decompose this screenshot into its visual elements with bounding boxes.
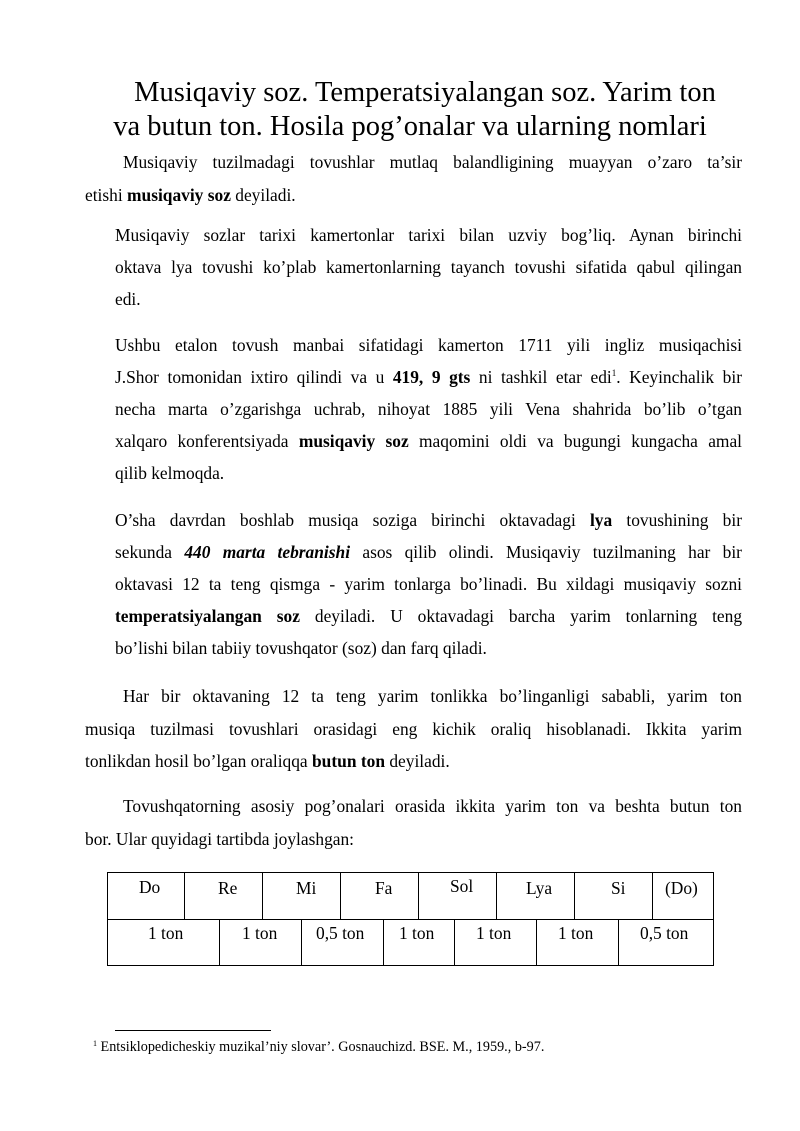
term-temperatsiyalangan-soz: temperatsiyalangan soz: [115, 606, 300, 626]
note-divider: [418, 872, 419, 919]
paragraph-kamerton-history: [115, 219, 742, 315]
step-divider: [536, 919, 537, 966]
note-divider: [496, 872, 497, 919]
para3-line3: necha marta o’zgarishga uchrab, nihoyat 1885 yili Vena shahrida bo’lib o’tgan: [115, 399, 742, 419]
term-butun-ton: butun ton: [312, 751, 386, 771]
para6-line2: bor. Ular quyidagi tartibda joylashgan:: [85, 828, 355, 849]
term-lya: lya: [589, 510, 613, 530]
term-440-vibrations: 440 marta tebranishi: [184, 542, 351, 562]
note-cell: Do: [139, 877, 161, 897]
title-line-2: va butun ton. Hosila pog’onalar va ularning nomlari: [113, 111, 707, 142]
step-divider: [618, 919, 619, 966]
para5-line1: Har bir oktavaning 12 ta teng yarim tonlikka bo’linganligi sababli, yarim ton: [123, 686, 742, 706]
paragraph-semitone: [85, 680, 742, 778]
step-cell: 1 ton: [148, 923, 184, 943]
note-divider: [574, 872, 575, 919]
para3-line2: J.Shor tomonidan ixtiro qilindi va u 419, 9 gts ni tashkil etar edi$^1$. Keyinchalik bir: [115, 367, 742, 387]
step-cell: 1 ton: [242, 923, 278, 943]
note-cell: (Do): [665, 878, 698, 898]
footnote-text: Entsiklopedicheskiy muzikal’niy slovar’. Gosnauchizd. BSE. M., 1959., b-97.: [97, 1039, 545, 1055]
para5-line2: musiqa tuzilmasi tovushlari orasidagi eng kichik oraliq hisoblanadi. Ikkita yarim: [85, 718, 742, 739]
step-divider: [219, 919, 220, 966]
note-cell: Sol: [450, 876, 474, 896]
footnote-ref[interactable]: 1: [611, 368, 617, 378]
note-cell: Re: [218, 878, 238, 898]
step-divider: [454, 919, 455, 966]
note-divider: [262, 872, 263, 919]
step-cell: 1 ton: [476, 923, 512, 943]
footnote: [93, 1038, 544, 1056]
title-line-1: Musiqaviy soz. Temperatsiyalangan soz. Yarim ton: [134, 77, 716, 108]
footnote-separator: [115, 1030, 271, 1031]
paragraph-kamerton-invention: [115, 329, 742, 489]
note-divider: [184, 872, 185, 919]
para4-line3: oktavasi 12 ta teng qismga - yarim tonlarga bo’linadi. Bu xildagi musiqaviy sozni: [115, 574, 742, 594]
note-cell: Lya: [526, 878, 553, 898]
step-cell: 0,5 ton: [640, 923, 689, 943]
paragraph-definition-soz: [85, 146, 742, 211]
paragraph-temperament: [115, 504, 742, 664]
para1-line1: Musiqaviy tuzilmadagi tovushlar mutlaq balandligining muayyan o’zaro ta’sir: [123, 152, 742, 172]
para5-line3: tonlikdan hosil bo’lgan oraliqqa butun ton deyiladi.: [85, 751, 450, 771]
para3-line5: qilib kelmoqda.: [115, 463, 225, 483]
para4-line2: sekunda 440 marta tebranishi asos qilib olindi. Musiqaviy tuzilmaning har bir: [115, 542, 742, 562]
para3-line1: Ushbu etalon tovush manbai sifatidagi kamerton 1711 yili ingliz musiqachisi: [115, 335, 742, 355]
note-cell: Fa: [375, 878, 393, 898]
para4-line1: O’sha davrdan boshlab musiqa soziga birinchi oktavadagi lya tovushining bir: [115, 510, 742, 530]
note-cell: Mi: [296, 878, 317, 898]
note-divider: [652, 872, 653, 919]
step-cell: 1 ton: [558, 923, 594, 943]
para2-line1: Musiqaviy sozlar tarixi kamertonlar tarixi bilan uzviy bog’liq. Aynan birinchi: [115, 225, 742, 245]
step-divider: [383, 919, 384, 966]
para4-line4: temperatsiyalangan soz deyiladi. U oktavadagi barcha yarim tonlarning teng: [115, 606, 743, 626]
note-divider: [340, 872, 341, 919]
page-title: [80, 76, 740, 144]
term-musiqaviy-soz-2: musiqaviy soz: [298, 431, 409, 451]
para2-line2: oktava lya tovushi ko’plab kamertonlarning tayanch tovushi sifatida qabul qilingan: [115, 257, 742, 277]
note-cell: Si: [611, 878, 626, 898]
para2-line3: edi.: [115, 289, 141, 309]
step-cell: 0,5 ton: [316, 923, 365, 943]
para4-line5: bo’lishi bilan tabiiy tovushqator (soz) dan farq qiladi.: [115, 638, 487, 658]
step-divider: [301, 919, 302, 966]
tone-table-row-divider: [107, 919, 714, 920]
para1-line2: etishi musiqaviy soz deyiladi.: [85, 184, 296, 205]
step-cell: 1 ton: [399, 923, 435, 943]
para3-line4: xalqaro konferentsiyada musiqaviy soz maqomini oldi va bugungi kungacha amal: [115, 431, 742, 451]
footnote-marker: 1: [93, 1039, 97, 1048]
paragraph-scale-order: [85, 790, 742, 855]
para6-line1: Tovushqatorning asosiy pog’onalari orasida ikkita yarim ton va beshta butun ton: [123, 796, 742, 816]
term-frequency-419: 419, 9 gts: [392, 367, 471, 387]
term-musiqaviy-soz: musiqaviy soz: [127, 184, 231, 205]
